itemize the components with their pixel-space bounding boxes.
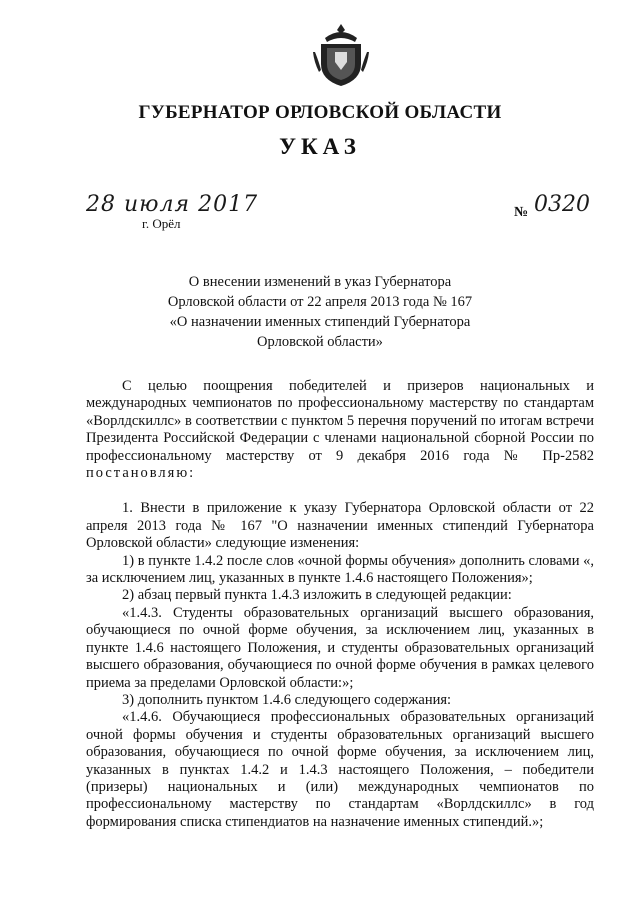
paragraph: 1. Внести в приложение к указу Губернатора Орловской области от 22 апреля 2013 года № 167 "О назначении именных стипендий Губернатора Орловской области» следующие изменения: [86,500,594,552]
paragraph: «1.4.6. Обучающиеся профессиональных образовательных организаций очной формы обучения и студенты образовательных организаций высшего образования, обучающиеся по очной форме обучения, за исключением лиц, указанных в пунктах 1.4.2 и 1.4.3 настоящего Положения, – победители (призеры) национальных и (или) международных чемпионатов по профессиональному мастерству по стандартам «Ворлдскиллс» в год формирования списка стипендиатов на назначение именных стипендий.»; [86,709,594,830]
preamble [86,378,594,482]
document-title [100,272,540,352]
paragraph: 3) дополнить пунктом 1.4.6 следующего содержания: [122,691,452,708]
resolve-word: постановляю: [86,465,196,482]
document-type: УКАЗ [279,134,361,159]
handwritten-date: 28 июля 2017 [86,192,259,217]
handwritten-number: 0320 [534,192,590,217]
coat-of-arms-icon [311,22,371,88]
title-line: Орловской области от 22 апреля 2013 года № 167 [167,294,473,310]
paragraph: 2) абзац первый пункта 1.4.3 изложить в следующей редакции: [122,587,512,604]
paragraph: 1) в пункте 1.4.2 после слов «очной формы обучения» дополнить словами «, за исключением лиц, указанных в пункте 1.4.6 настоящего Положения»; [86,552,594,587]
title-line: Орловской области» [257,334,383,350]
title-line: О внесении изменений в указ Губернатора [188,274,452,290]
document-body [86,378,594,831]
title-line: «О назначении именных стипендий Губернатора [169,314,471,330]
paragraph: «1.4.3. Студенты образовательных организаций высшего образования, обучающиеся по очной форме обучения, за исключением лиц, указанных в пункте 1.4.6 настоящего Положения, и студенты образовательных организаций высшего образования, обучающиеся по очной форме обучения в рамках целевого приема за пределами Орловской области:»; [86,604,594,691]
city-name: г. Орёл [142,216,181,231]
preamble-text: С целью поощрения победителей и призеров национальных и международных чемпионатов по профессиональному мастерству по стандартам «Ворлдскиллс» в соответствии с пунктом 5 перечня поручений по итогам встречи Президента Российской Федерации с членами национальной сборной России по профессиональному мастерству от 9 декабря 2016 года № Пр-2582 [86,378,594,464]
issuing-authority: ГУБЕРНАТОР ОРЛОВСКОЙ ОБЛАСТИ [138,102,502,123]
number-label: № [514,205,529,220]
